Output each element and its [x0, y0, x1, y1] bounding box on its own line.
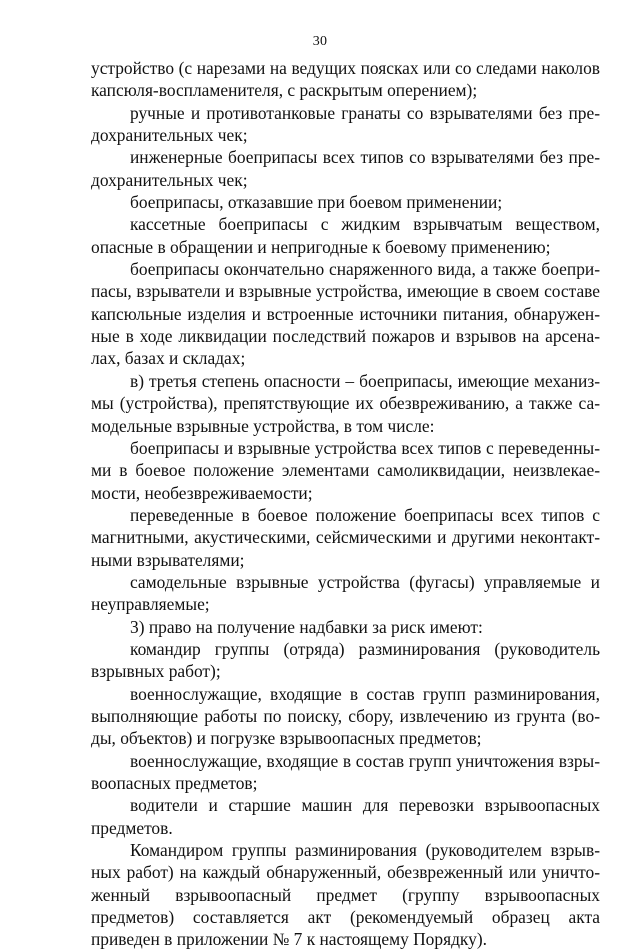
paragraph-destruction-servicemen: военнослужащие, входящие в состав групп уничтожения взрывоопасных предметов;	[91, 750, 600, 793]
paragraph-demining-servicemen: военнослужащие, входящие в состав групп разминирования, выполняющие работы по поиску, сбору, извлечению из грунта (воды, объектов) и погрузке взрывоопасных предметов;	[91, 683, 600, 749]
paragraph-drivers: водители и старшие машин для перевозки взрывоопасных предметов.	[91, 795, 600, 838]
paragraph-act-drafting: Командиром группы разминирования (руководителем взрывных работ) на каждый обнаруженный, обезвреженный или уничтоженный взрывоопасный предмет (группу взрывоопасных предметов) составляется акт (рекомендуемый образец акта приведен в приложении № 7 к настоящему Порядку).	[91, 840, 600, 950]
paragraph-hand-grenades: ручные и противотанковые гранаты со взрывателями без предохранительных чек;	[91, 102, 600, 146]
paragraph-failed-munitions: боеприпасы, отказавшие при боевом применении;	[130, 192, 503, 213]
paragraph-non-contact-fuzes: переведенные в боевое положение боеприпасы всех типов с магнитными, акустическими, сейсмическими и другими неконтактными взрывателями;	[91, 504, 600, 570]
paragraph-improvised-devices: самодельные взрывные устройства (фугасы) управляемые и неуправляемые;	[91, 571, 600, 615]
paragraph-fire-explosion-munitions: боеприпасы окончательно снаряженного вида, а также боеприпасы, взрыватели и взрывные устройства, имеющие в своем составе капсюльные изделия и встроенные источники питания, обнаруженные в ходе ликвидации последствий пожаров и взрывов на арсеналах, базах и складах;	[91, 259, 600, 369]
paragraph-cluster-munitions: кассетные боеприпасы с жидким взрывчатым веществом, опасные в обращении и непригодные к боевому применению;	[91, 214, 600, 257]
paragraph-group-commander: командир группы (отряда) разминирования (руководитель взрывных работ);	[91, 638, 600, 682]
document-body	[91, 57, 600, 951]
paragraph-continuation: устройство (с нарезами на ведущих поясках или со следами наколов капсюля-воспламенителя, с раскрытым оперением);	[91, 58, 600, 101]
paragraph-risk-allowance-heading: 3) право на получение надбавки за риск имеют:	[130, 616, 483, 637]
paragraph-third-degree-danger: в) третья степень опасности – боеприпасы, имеющие механизмы (устройства), препятствующие их обезвреживанию, а также самодельные взрывные устройства, в том числе:	[91, 370, 600, 436]
paragraph-self-destruct-devices: боеприпасы и взрывные устройства всех типов с переведенными в боевое положение элементами самоликвидации, неизвлекаемости, необезвреживаемости;	[91, 437, 600, 503]
page-number: 30	[312, 34, 328, 49]
paragraph-engineering-munitions: инженерные боеприпасы всех типов со взрывателями без предохранительных чек;	[91, 147, 600, 190]
